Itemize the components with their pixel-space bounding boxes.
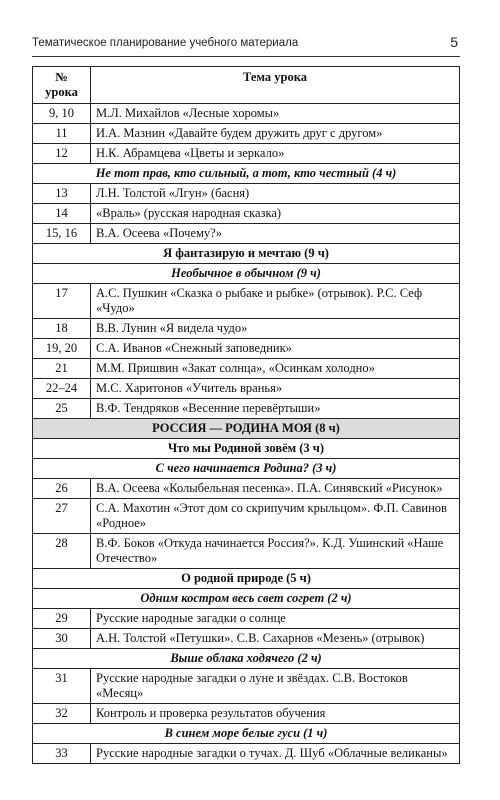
lesson-number: 14: [33, 204, 91, 224]
lesson-topic: В.Ф. Боков «Откуда начинается Россия?». К.Д. Ушинский «Наше Отечество»: [91, 534, 460, 569]
lesson-topic: М.Л. Михайлов «Лесные хоромы»: [91, 104, 460, 124]
table-row: [33, 534, 460, 569]
lesson-topic: «Враль» (русская народная сказка): [91, 204, 460, 224]
lesson-topic: В.А. Осеева «Почему?»: [91, 224, 460, 244]
column-header-lesson-number: № урока: [33, 67, 91, 104]
table-row: [33, 184, 460, 204]
lesson-number: 15, 16: [33, 224, 91, 244]
table-row: [33, 339, 460, 359]
table-header-row: [33, 67, 460, 104]
table-row: [33, 629, 460, 649]
lesson-number: 32: [33, 704, 91, 724]
lesson-topic: В.В. Лунин «Я видела чудо»: [91, 319, 460, 339]
section-row: [33, 244, 460, 264]
subsection-title: В синем море белые гуси (1 ч): [33, 724, 460, 744]
table-row: [33, 399, 460, 419]
lesson-topic: Русские народные загадки о тучах. Д. Шуб «Облачные великаны»: [91, 744, 460, 764]
subsection-title: С чего начинается Родина? (3 ч): [33, 459, 460, 479]
lesson-number: 26: [33, 479, 91, 499]
lesson-number: 25: [33, 399, 91, 419]
lesson-topic: И.А. Мазнин «Давайте будем дружить друг с другом»: [91, 124, 460, 144]
section-title: О родной природе (5 ч): [33, 569, 460, 589]
header-rule: [32, 56, 460, 57]
table-row: [33, 319, 460, 339]
lesson-topic: А.Н. Толстой «Петушки». С.В. Сахарнов «Мезень» (отрывок): [91, 629, 460, 649]
page-header: [32, 33, 458, 53]
lesson-topic: С.А. Иванов «Снежный заповедник»: [91, 339, 460, 359]
lesson-number: 18: [33, 319, 91, 339]
lesson-topic: Н.К. Абрамцева «Цветы и зеркало»: [91, 144, 460, 164]
subsection-title: Выше облака ходячего (2 ч): [33, 649, 460, 669]
lesson-topic: В.А. Осеева «Колыбельная песенка». П.А. Синявский «Рисунок»: [91, 479, 460, 499]
major-section-title: РОССИЯ — РОДИНА МОЯ (8 ч): [33, 419, 460, 439]
lesson-number: 27: [33, 499, 91, 534]
lesson-topic: С.А. Махотин «Этот дом со скрипучим крыльцом». Ф.П. Савинов «Родное»: [91, 499, 460, 534]
lesson-topic: М.М. Пришвин «Закат солнца», «Осинкам холодно»: [91, 359, 460, 379]
lesson-topic: Русские народные загадки о солнце: [91, 609, 460, 629]
section-title: Я фантазирую и мечтаю (9 ч): [33, 244, 460, 264]
running-title: Тематическое планирование учебного материала: [32, 37, 299, 49]
lesson-topic: Л.Н. Толстой «Лгун» (басня): [91, 184, 460, 204]
lesson-number: 29: [33, 609, 91, 629]
table-row: [33, 124, 460, 144]
lesson-number: 22–24: [33, 379, 91, 399]
table-row: [33, 104, 460, 124]
subsection-row: [33, 264, 460, 284]
lesson-plan-table: [32, 66, 460, 764]
lesson-topic: Русские народные загадки о луне и звёздах. С.В. Востоков «Месяц»: [91, 669, 460, 704]
subsection-row: [33, 724, 460, 744]
lesson-topic: М.С. Харитонов «Учитель вранья»: [91, 379, 460, 399]
subsection-title: Одним костром весь свет согрет (2 ч): [33, 589, 460, 609]
subsection-row: [33, 164, 460, 184]
table-row: [33, 379, 460, 399]
table-row: [33, 359, 460, 379]
section-title: Что мы Родиной зовём (3 ч): [33, 439, 460, 459]
lesson-number: 21: [33, 359, 91, 379]
lesson-number: 13: [33, 184, 91, 204]
subsection-title: Необычное в обычном (9 ч): [33, 264, 460, 284]
table-row: [33, 499, 460, 534]
subsection-title: Не тот прав, кто сильный, а тот, кто честный (4 ч): [33, 164, 460, 184]
section-row: [33, 439, 460, 459]
lesson-number: 33: [33, 744, 91, 764]
subsection-row: [33, 459, 460, 479]
table-row: [33, 704, 460, 724]
major-section-row: [33, 419, 460, 439]
subsection-row: [33, 589, 460, 609]
lesson-topic: А.С. Пушкин «Сказка о рыбаке и рыбке» (отрывок). Р.С. Сеф «Чудо»: [91, 284, 460, 319]
lesson-number: 30: [33, 629, 91, 649]
table-row: [33, 479, 460, 499]
table-row: [33, 224, 460, 244]
section-row: [33, 569, 460, 589]
table-body: [33, 104, 460, 764]
lesson-number: 9, 10: [33, 104, 91, 124]
lesson-number: 11: [33, 124, 91, 144]
lesson-topic: В.Ф. Тендряков «Весенние перевёртыши»: [91, 399, 460, 419]
lesson-number: 19, 20: [33, 339, 91, 359]
column-header-lesson-topic: Тема урока: [91, 67, 460, 104]
table-row: [33, 609, 460, 629]
table-row: [33, 669, 460, 704]
lesson-number: 31: [33, 669, 91, 704]
lesson-number: 12: [33, 144, 91, 164]
lesson-number: 28: [33, 534, 91, 569]
lesson-number: 17: [33, 284, 91, 319]
table-row: [33, 204, 460, 224]
lesson-topic: Контроль и проверка результатов обучения: [91, 704, 460, 724]
subsection-row: [33, 649, 460, 669]
page-number: 5: [450, 34, 458, 50]
table-row: [33, 284, 460, 319]
table-row: [33, 144, 460, 164]
table-row: [33, 744, 460, 764]
